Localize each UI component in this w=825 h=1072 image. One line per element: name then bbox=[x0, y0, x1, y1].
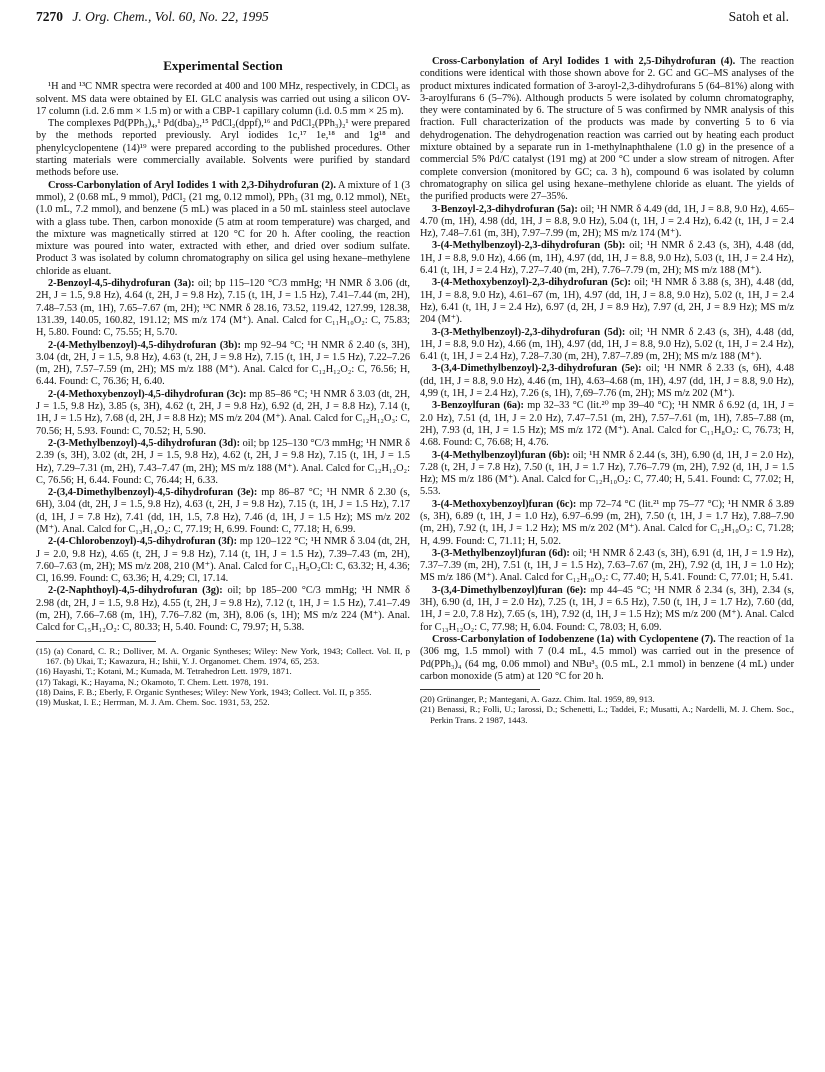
compound-entry bbox=[36, 389, 410, 438]
footnote: (16) Hayashi, T.; Kotani, M.; Kumada, M. Tetrahedron Lett. 1979, 1871. bbox=[36, 666, 292, 677]
compound-entry bbox=[420, 204, 794, 241]
compound-data: oil; bp 185–200 °C/3 mmHg; ¹H NMR δ 2.98 (dt, 2H, J = 1.5, 9.8 Hz), 4.55 (t, 2H, J = 9.8 Hz), 7.12 (t, 1H, J = 1.5 Hz), 7.41–7.49 (m, 2H), 7.66–7.68 (m, 1H), 7.76–7.82 (m, 3H), 8.06 (s, 1H); MS m/z 224 (M⁺). Anal. Calcd for C₁₅H₁₂O₂: C, 80.33; H, 5.40. Found: C, 79.97; H, 5.38. bbox=[36, 585, 410, 634]
procedure-paragraph bbox=[36, 180, 410, 278]
compound-name: 3-(3,4-Dimethylbenzoyl)-2,3-dihydrofuran (5e): bbox=[432, 363, 642, 375]
compound-data: oil; bp 115–120 °C/3 mmHg; ¹H NMR δ 3.06 (dt, 2H, J = 1.5, 9.8 Hz), 4.64 (t, 2H, J = 9.8 Hz), 7.15 (t, 1H, J = 1.5 Hz), 7.41–7.44 (m, 2H), 7.48–7.53 (m, 1H), 7.65–7.67 (m, 2H); ¹³C NMR δ 28.16, 73.52, 119.42, 127.99, 128.38, 131.39, 140.05, 160.82, 191.12; MS m/z 174 (M⁺). Anal. Calcd for C₁₁H₁₀O₂: C, 75.83; H, 5.80. Found: C, 75.55; H, 5.70. bbox=[36, 278, 410, 339]
procedure-paragraph bbox=[420, 56, 794, 204]
journal-citation: J. Org. Chem., Vol. 60, No. 22, 1995 bbox=[72, 9, 269, 24]
compound-name: 2-Benzoyl-4,5-dihydrofuran (3a): bbox=[48, 278, 195, 290]
compound-data: oil; ¹H NMR δ 4.49 (dd, 1H, J = 8.8, 9.0 Hz), 4.65–4.70 (m, 1H), 4.98 (dd, 1H, J = 8.8, 9.0 Hz), 5.04 (t, 1H, J = 2.4 Hz), 6.42 (t, 1H, J = 2.4 Hz), 7.48–7.61 (m, 3H), 7.97–7.99 (m, 2H); MS m/z 174 (M⁺). bbox=[420, 203, 794, 240]
compound-name: 3-(4-Methylbenzoyl)-2,3-dihydrofuran (5b): bbox=[432, 240, 626, 252]
procedure-text: A mixture of 1 (3 mmol), 2 (0.68 mL, 9 mmol), PdCl₂ (21 mg, 0.12 mmol), PPh₃ (31 mg, 0.12 mmol), NEt₃ (1.0 mL, 7.2 mmol), and benzene (5 mL) was placed in a 50 mL stainless steel autoclave with a glass tube. Then, carbon monoxide (5 atm at room temperature) was charged, and the mixture was magnetically stirred at 120 °C for 20 h. After cooling, the reaction mixture was poured into water, extracted with ether, and dried over sodium sulfate. Product 3 was isolated by column chromatography on silica gel using hexane–methylene chloride as eluant. bbox=[36, 179, 410, 277]
compound-name: 2-(3,4-Dimethylbenzoyl)-4,5-dihydrofuran (3e): bbox=[48, 487, 258, 499]
compound-name: 2-(4-Methoxybenzoyl)-4,5-dihydrofuran (3c): bbox=[48, 388, 247, 400]
compound-entry bbox=[420, 585, 794, 634]
compound-name: 2-(2-Naphthoyl)-4,5-dihydrofuran (3g): bbox=[48, 585, 223, 597]
compound-data: oil; ¹H NMR δ 3.88 (s, 3H), 4.48 (dd, 1H, J = 8.8, 9.0 Hz), 4.61–67 (m, 1H), 4.97 (dd, 1H, J = 8.8, 9.0 Hz), 5.02 (t, 1H, J = 2.4 Hz), 6.41 (t, 1H, J = 2.4 Hz), 6.97 (d, 2H, J = 8.9 Hz), 7.97 (d, 2H, J = 8.9 Hz); MS m/z 204 (M⁺). bbox=[420, 277, 794, 326]
compound-entry bbox=[36, 585, 410, 634]
compound-entry bbox=[420, 450, 794, 499]
footnote: (21) Benassi, R.; Folli, U.; Iarossi, D.; Schenetti, L.; Taddei, F.; Musatti, A.; Nardelli, M. J. Chem. Soc., Perkin Trans. 2 1987, 1443. bbox=[420, 704, 794, 725]
footnote: (18) Dains, F. B.; Eberly, F. Organic Syntheses; Wiley: New York, 1943; Collect. Vol. II, p 355. bbox=[36, 686, 372, 697]
compound-name: 2-(3-Methylbenzoyl)-4,5-dihydrofuran (3d): bbox=[48, 437, 241, 449]
procedure-text: The reaction of 1a (306 mg, 1.5 mmol) with 7 (0.4 mL, 4.5 mmol) was carried out in the presence of Pd(PPh₃)₄ (64 mg, 0.06 mmol) and NBu³₃ (0.5 mL, 2.1 mmol) in benzene (4 mL) under carbon monoxide (5 atm) at 120 °C for 20 h. bbox=[420, 633, 794, 682]
right-column bbox=[420, 56, 794, 725]
page-number: 7270 bbox=[36, 9, 63, 24]
compound-name: 3-Benzoylfuran (6a): bbox=[432, 400, 524, 412]
compound-entry bbox=[420, 240, 794, 277]
page-header bbox=[36, 9, 789, 29]
compound-name: 3-(4-Methoxybenzoyl)-2,3-dihydrofuran (5c): bbox=[432, 277, 631, 289]
compound-entry bbox=[36, 487, 410, 536]
compound-entry bbox=[36, 278, 410, 339]
compound-data: mp 32–33 °C (lit.²⁰ mp 39–40 °C); ¹H NMR δ 6.92 (d, 1H, J = 2.0 Hz), 7.51 (d, 1H, J = 2.0 Hz), 7.47–7.51 (m, 2H), 7.57–7.61 (m, 1H), 7.85–7.88 (m, 2H), 7.93 (d, 1H, J = 1.5 Hz); MS m/z 172 (M⁺). Anal. Calcd for C₁₁H₈O₂: C, 76.73; H, 4.68. Found: C, 76.68; H, 4.76. bbox=[420, 400, 794, 449]
compound-data: mp 120–122 °C; ¹H NMR δ 3.04 (dt, 2H, J = 2.0, 9.8 Hz), 4.65 (t, 2H, J = 9.8 Hz), 7.14 (t, 1H, J = 1.5 Hz), 7.39–7.43 (m, 2H), 7.60–7.63 (m, 2H); MS m/z 208, 210 (M⁺). Anal. Calcd for C₁₁H₉O₂Cl: C, 63.32; H, 4.36; Cl, 16.99. Found: C, 63.36; H, 4.29; Cl, 17.14. bbox=[36, 536, 410, 585]
compound-data: mp 92–94 °C; ¹H NMR δ 2.40 (s, 3H), 3.04 (dt, 2H, J = 1.5, 9.8 Hz), 4.63 (t, 2H, J = 9.8 Hz), 7.15 (t, 1H, J = 1.5 Hz), 7.22–7.26 (m, 2H), 7.57–7.59 (m, 2H); MS m/z 188 (M⁺). Anal. Calcd for C₁₂H₁₂O₂: C, 76.56; H, 6.44. Found: C, 76.36; H, 6.40. bbox=[36, 339, 410, 388]
compound-data: oil; ¹H NMR δ 2.33 (s, 6H), 4.48 (dd, 1H, J = 8.8, 9.0 Hz), 4.46 (m, 1H), 4.63–4.68 (m, 1H), 4.97 (dd, 1H, J = 8.8, 9.0 Hz), 4,99 (t, 1H, J = 2.4 Hz), 7.26 (s, 1H), 7,69–7.76 (m, 2H); MS m/z 202 (M⁺). bbox=[420, 363, 794, 400]
compound-data: mp 86–87 °C; ¹H NMR δ 2.30 (s, 6H), 3.04 (dt, 2H, J = 1.5, 9.8 Hz), 4.63 (t, 2H, J = 9.8 Hz), 7.15 (t, 1H, J = 1.5 Hz), 7.17 (d, 1H, J = 7.8 Hz), 7.41 (dd, 1H, 1.5, 7.8 Hz), 7.46 (d, 1H, J = 1.5 Hz); MS m/z 202 (M⁺). Anal. Calcd for C₁₃H₁₄O₂: C, 77.19; H, 6.99. Found: C, 77.18; H, 6.99. bbox=[36, 487, 410, 535]
procedure-heading: Cross-Carbonylation of Aryl Iodides 1 with 2,5-Dihydrofuran (4). bbox=[432, 56, 736, 67]
procedure-heading: Cross-Carbonylation of Iodobenzene (1a) with Cyclopentene (7). bbox=[432, 633, 716, 645]
compound-name: 3-(3-Methylbenzoyl)furan (6d): bbox=[432, 547, 570, 559]
compound-data: oil; ¹H NMR δ 2.44 (s, 3H), 6.90 (d, 1H, J = 2.0 Hz), 7.28 (t, 2H, J = 7.8 Hz), 7.50 (t, 1H, J = 1.7 Hz), 7.76–7.79 (m, 2H), 7.92 (d, 1H, J = 1.5 Hz); MS m/z 186 (M⁺). Anal. Calcd for C₁₂H₁₀O₂: C, 77.40; H, 5.41. Found: C, 77.02; H, 5.53. bbox=[420, 449, 794, 498]
compound-name: 3-(3,4-Dimethylbenzoyl)furan (6e): bbox=[432, 584, 587, 596]
compound-entry bbox=[36, 536, 410, 585]
paragraph: The complexes Pd(PPh₃)₄,¹ Pd(dba)₂,¹⁵ PdCl₂(dppf),¹⁶ and PdCl₂(PPh₃)₂¹ were prepared by the methods reported previously. Aryl iodides 1c,¹⁷ 1e,¹⁸ and 1g¹⁸ and phenylcyclopentene (14)¹⁹ were prepared according to the published procedures. Other starting materials were commercially available. Solvents were purified by standard methods before use. bbox=[36, 118, 410, 179]
procedure-paragraph bbox=[420, 634, 794, 683]
compound-entry bbox=[36, 438, 410, 487]
footnote-divider bbox=[420, 689, 540, 690]
footnote: (20) Grünanger, P.; Mantegani, A. Gazz. Chim. Ital. 1959, 89, 913. bbox=[420, 694, 655, 705]
compound-entry bbox=[420, 548, 794, 585]
footnote: (15) (a) Conard, C. R.; Dolliver, M. A. Organic Syntheses; Wiley: New York, 1943; Collect. Vol. II, p 167. (b) Ukai, T.; Kawazura, H.; Ishii, Y. J. Organomet. Chem. 1974, 65, 253. bbox=[36, 645, 410, 666]
compound-name: 3-(4-Methoxybenzoyl)furan (6c): bbox=[432, 498, 577, 510]
compound-data: oil; ¹H NMR δ 2.43 (s, 3H), 4.48 (dd, 1H, J = 8.8, 9.0 Hz), 4.66 (m, 1H), 4.97 (dd, 1H, J = 8.8, 9.0 Hz), 5.02 (t, 1H, J = 2.4 Hz), 6.41 (t, 1H, J = 2.4 Hz), 7.28–7.30 (m, 2H), 7.87–7.89 (m, 2H); MS m/z 188 (M⁺). bbox=[420, 326, 794, 363]
running-head-authors: Satoh et al. bbox=[728, 9, 789, 24]
compound-entry bbox=[420, 363, 794, 400]
running-head-left bbox=[36, 9, 269, 25]
left-column bbox=[36, 56, 410, 707]
compound-data: mp 85–86 °C; ¹H NMR δ 3.03 (dt, 2H, J = 1.5, 9.8 Hz), 3.85 (s, 3H), 4.62 (t, 2H, J = 9.8 Hz), 6.92 (d, 2H, J = 8.8 Hz), 7.14 (t, 1H, J = 1.5 Hz), 7.68 (d, 2H, J = 8.8 Hz); MS m/z 204 (M⁺). Anal. Calcd for C₁₂H₁₂O₃: C, 70.56; H, 5.93. Found: C, 70.52; H, 5.90. bbox=[36, 388, 410, 437]
compound-data: oil; bp 125–130 °C/3 mmHg; ¹H NMR δ 2.39 (s, 3H), 3.02 (dt, 2H, J = 1.5, 9.8 Hz), 4.62 (t, 2H, J = 9.8 Hz), 7.15 (t, 1H, J = 1.5 Hz), 7.29–7.31 (m, 2H), 7.43–7.47 (m, 2H); MS m/z 188 (M⁺). Anal. Calcd for C₁₂H₁₂O₂: C, 76.56; H, 6.44. Found: C, 76.44; H, 6.33. bbox=[36, 437, 410, 486]
footnote: (19) Muskat, I. E.; Herrman, M. J. Am. Chem. Soc. 1931, 53, 252. bbox=[36, 697, 270, 708]
paragraph: ¹H and ¹³C NMR spectra were recorded at 400 and 100 MHz, respectively, in CDCl₃ as solvent. MS data were obtained by EI. GLC analysis was carried out using a silicon OV-17 column (i.d. 2.6 mm × 1.5 m) or with a CBP-1 capillary column (i.d. 0.5 mm × 25 m). bbox=[36, 81, 410, 117]
compound-entry bbox=[36, 340, 410, 389]
compound-entry bbox=[420, 400, 794, 449]
compound-data: oil; ¹H NMR δ 2.43 (s, 3H), 4.48 (dd, 1H, J = 8.8, 9.0 Hz), 4.66 (m, 1H), 4.97 (dd, 1H, J = 8.8, 9.0 Hz), 5.03 (t, 1H, J = 2.4 Hz), 6.41 (t, 1H, J = 2.4 Hz), 7.27–7.40 (m, 2H), 7.76–7.79 (m, 2H); MS m/z 188 (M⁺). bbox=[420, 240, 794, 277]
compound-name: 3-(3-Methylbenzoyl)-2,3-dihydrofuran (5d): bbox=[432, 326, 626, 338]
compound-entry bbox=[420, 327, 794, 364]
compound-name: 2-(4-Methylbenzoyl)-4,5-dihydrofuran (3b): bbox=[48, 339, 241, 351]
footnote: (17) Takagi, K.; Hayama, N.; Okamoto, T. Chem. Lett. 1978, 191. bbox=[36, 676, 269, 687]
compound-name: 2-(4-Chlorobenzoyl)-4,5-dihydrofuran (3f): bbox=[48, 536, 238, 548]
compound-data: mp 72–74 °C (lit.²¹ mp 75–77 °C); ¹H NMR δ 3.89 (s, 3H), 6.89 (t, 1H, J = 1.0 Hz), 6.97–6.99 (m, 2H), 7.50 (t, 1H, J = 1.7 Hz), 7.88–7.90 (m, 2H), 7.92 (t, 1H, J = 1.2 Hz); MS m/z 202 (M⁺). Anal. Calcd for C₁₂H₁₀O₃: C, 71.28; H, 4.99. Found: C, 71.11; H, 5.02. bbox=[420, 498, 794, 547]
section-title: Experimental Section bbox=[163, 58, 283, 73]
compound-name: 3-Benzoyl-2,3-dihydrofuran (5a): bbox=[432, 203, 578, 215]
compound-data: mp 44–45 °C; ¹H NMR δ 2.34 (s, 3H), 2.34 (s, 3H), 6.90 (d, 1H, J = 2.0 Hz), 7.25 (t, 1H, J = 6.5 Hz), 7.50 (t, 1H, J = 1.7 Hz), 7.60 (dd, 1H, J = 2.0, 7.8 Hz), 7.65 (s, 1H), 7.92 (d, 1H, J = 1.5 Hz); MS m/z 200 (M⁺). Anal. Calcd for C₁₃H₁₂O₂: C, 77.98; H, 6.04. Found: C, 78.03; H, 6.09. bbox=[420, 584, 795, 633]
compound-entry bbox=[420, 277, 794, 326]
procedure-heading: Cross-Carbonylation of Aryl Iodides 1 with 2,3-Dihydrofuran (2). bbox=[48, 179, 336, 191]
procedure-text: The reaction conditions were identical with those shown above for 2. GC and GC–MS analyses of the product mixtures indicated formation of 3-aroyl-2,3-dihydrofurans 5 (64–81%) along with 3-aroylfurans 6 (5–7%). Although products 5 were isolated by column chromatography, they were contaminated by 6. The structure of 5 was confirmed by NMR analysis of this fraction. Full characterization of the products was made by converting 5 to 6 via dehydrogenation. The dehydrogenation reaction was carried out by heating each product mixture obtained by a separate run in 1-methylnaphthalene (1.0 g) in the presence of a commercial 5% Pd/C catalyst (191 mg) at 200 °C under a slow stream of nitrogen. After complete conversion (monitored by GC; ca. 3 h), compound 6 was isolated by column chromatography on silica gel using hexane–methylene chloride as eluant. The yields of the purified products were 27–35%. bbox=[420, 56, 794, 203]
compound-entry bbox=[420, 499, 794, 548]
footnote-divider bbox=[36, 641, 156, 642]
compound-data: oil; ¹H NMR δ 2.43 (s, 3H), 6.91 (d, 1H, J = 1.9 Hz), 7.37–7.39 (m, 2H), 7.51 (t, 1H, J = 1.5 Hz), 7.63–7.67 (m, 2H), 7.92 (d, 1H, J = 1.0 Hz); MS m/z 186 (M⁺). Anal. Calcd for C₁₂H₁₀O₂: C, 77.40; H, 5.41. Found: C, 77.01; H, 5.41. bbox=[420, 547, 794, 584]
compound-name: 3-(4-Methylbenzoyl)furan (6b): bbox=[432, 449, 570, 461]
